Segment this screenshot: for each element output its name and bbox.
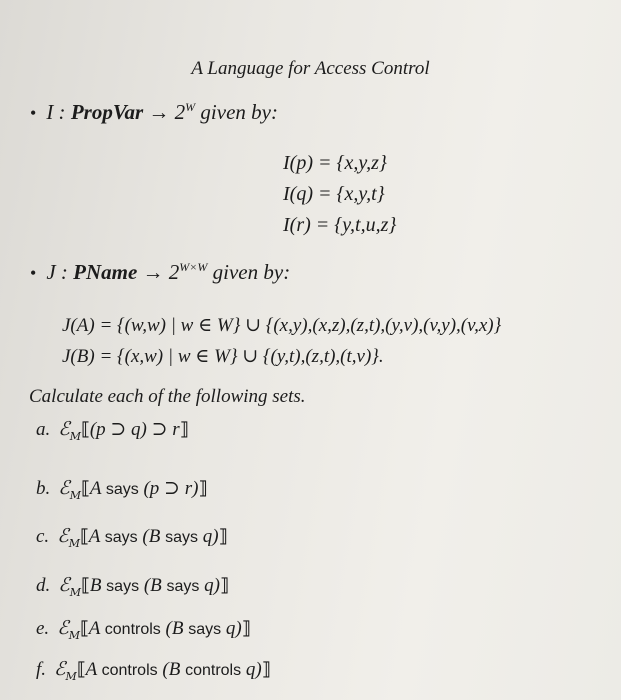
page-title: A Language for Access Control: [191, 58, 430, 79]
formula-text: (B: [139, 575, 167, 596]
formula-text: q): [198, 526, 219, 547]
bullet-j-tail: given by:: [207, 260, 291, 284]
meaning-function: [58, 418, 82, 443]
exercise-item: [36, 617, 251, 642]
formula-text: (B: [157, 659, 186, 680]
exercise-item: [36, 418, 188, 443]
bullet-i-name: PropVar: [70, 100, 144, 124]
meaning-symbol: ℰ: [58, 574, 70, 596]
operator-keyword: says: [166, 578, 200, 595]
semantic-bracket-open: ⟦: [79, 526, 89, 547]
model-subscript: M: [69, 488, 82, 502]
meaning-symbol: ℰ: [58, 418, 70, 440]
bullet-i-superscript: W: [185, 100, 196, 114]
i-equation-q: I(q) = {x,y,t}: [283, 183, 385, 205]
bullet-interpretation-j: [30, 260, 290, 285]
semantic-bracket-close: ⟧: [220, 575, 229, 596]
exercise-label: c.: [36, 526, 50, 547]
semantic-bracket-open: ⟦: [76, 659, 86, 680]
j-equation-a: J(A) = {(w,w) | w ∈ W} ∪ {(x,y),(x,z),(z,t),(y,v),(v,y),(v,x)}: [62, 315, 502, 336]
formula-text: A: [88, 526, 105, 547]
operator-keyword: says: [165, 529, 199, 546]
model-subscript: M: [69, 585, 82, 599]
meaning-function: [57, 525, 80, 550]
exercise-label: a.: [36, 419, 51, 440]
bullet-j-lhs: J :: [46, 260, 74, 284]
formula: [90, 419, 180, 440]
bullet-i-arrow: → 2: [143, 100, 186, 124]
meaning-function: [54, 658, 77, 683]
formula: [90, 478, 199, 499]
semantic-bracket-close: ⟧: [179, 419, 189, 440]
operator-keyword: controls: [104, 621, 161, 638]
meaning-function: [58, 477, 82, 502]
semantic-bracket-open: ⟦: [79, 618, 89, 639]
meaning-symbol: ℰ: [57, 525, 69, 547]
exercise-item: [36, 477, 207, 502]
formula-text: A: [88, 618, 105, 639]
formula-text: (B: [160, 618, 189, 639]
bullet-dot: •: [30, 103, 37, 123]
semantic-bracket-close: ⟧: [241, 618, 251, 639]
bullet-j-arrow: → 2: [137, 260, 180, 284]
model-subscript: M: [69, 429, 82, 443]
model-subscript: M: [65, 669, 77, 683]
operator-keyword: says: [105, 481, 139, 498]
operator-keyword: says: [104, 529, 138, 546]
formula-text: (p ⊃ q) ⊃ r: [89, 419, 180, 440]
i-equation-r: I(r) = {y,t,u,z}: [283, 214, 397, 236]
bullet-j-name: PName: [73, 260, 138, 284]
exercise-label: d.: [36, 575, 51, 596]
meaning-function: [57, 617, 80, 642]
bullet-j-superscript: W×W: [179, 260, 208, 274]
formula-text: q): [199, 575, 220, 596]
meaning-symbol: ℰ: [57, 617, 69, 639]
formula-text: A: [85, 659, 102, 680]
bullet-i-tail: given by:: [195, 100, 278, 124]
formula-text: q): [221, 618, 242, 639]
bullet-i-lhs: I :: [46, 100, 71, 124]
semantic-bracket-close: ⟧: [261, 659, 271, 680]
formula: [89, 526, 219, 547]
j-equations: [62, 314, 501, 376]
i-equation-p: I(p) = {x,y,z}: [283, 152, 387, 174]
exercise-item: [36, 658, 270, 683]
exercise-label: e.: [36, 618, 50, 639]
exercise-item: [36, 525, 227, 550]
semantic-bracket-close: ⟧: [218, 526, 228, 547]
semantic-bracket-open: ⟦: [81, 478, 90, 499]
formula-text: q): [241, 659, 262, 680]
meaning-function: [58, 574, 82, 599]
semantic-bracket-open: ⟦: [81, 419, 90, 440]
semantic-bracket-open: ⟦: [81, 575, 90, 596]
operator-keyword: controls: [101, 662, 158, 679]
formula-text: B: [89, 575, 107, 596]
formula: [89, 618, 242, 639]
semantic-bracket-close: ⟧: [198, 478, 208, 499]
meaning-symbol: ℰ: [54, 658, 66, 680]
meaning-symbol: ℰ: [58, 477, 70, 499]
bullet-interpretation-i: [30, 100, 278, 125]
formula-text: A: [89, 478, 106, 499]
exercise-label: f.: [36, 659, 47, 680]
operator-keyword: controls: [185, 662, 242, 679]
model-subscript: M: [68, 628, 80, 642]
exercise-intro: Calculate each of the following sets.: [29, 386, 306, 407]
formula: [86, 659, 262, 680]
bullet-dot: •: [30, 263, 37, 283]
j-equation-b: J(B) = {(x,w) | w ∈ W} ∪ {(y,t),(z,t),(t,v)}.: [62, 346, 384, 367]
operator-keyword: says: [106, 578, 140, 595]
exercise-item: [36, 574, 229, 599]
formula: [90, 575, 220, 596]
i-equations: [283, 152, 396, 245]
operator-keyword: says: [188, 621, 222, 638]
formula-text: (B: [137, 526, 166, 547]
exercise-label: b.: [36, 478, 51, 499]
model-subscript: M: [68, 536, 80, 550]
formula-text: (p ⊃ r): [138, 478, 199, 499]
